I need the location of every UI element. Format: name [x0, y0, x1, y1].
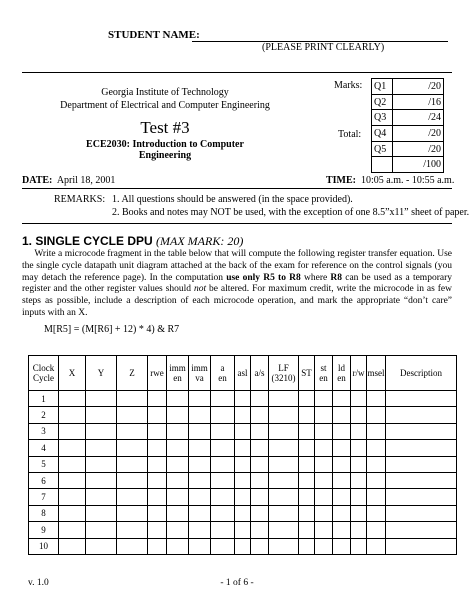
answer-cell[interactable] — [235, 522, 251, 538]
answer-cell[interactable] — [235, 489, 251, 505]
answer-cell[interactable] — [117, 522, 148, 538]
answer-cell[interactable] — [299, 391, 315, 407]
answer-cell[interactable] — [269, 522, 299, 538]
table-row — [29, 440, 457, 456]
date-value: April 18, 2001 — [56, 175, 116, 186]
answer-cell[interactable] — [386, 391, 457, 407]
answer-cell[interactable] — [211, 472, 235, 488]
answer-cell[interactable] — [59, 522, 86, 538]
column-header — [351, 356, 367, 391]
column-header-line: imm — [169, 363, 186, 373]
answer-cell[interactable] — [333, 456, 351, 472]
answer-cell[interactable] — [299, 407, 315, 423]
answer-cell[interactable] — [167, 505, 189, 521]
marks-row — [372, 110, 444, 126]
column-header-line: en — [319, 373, 328, 383]
marks-row — [372, 126, 444, 142]
answer-cell[interactable] — [59, 538, 86, 554]
column-header — [235, 356, 251, 391]
answer-cell[interactable] — [117, 440, 148, 456]
column-header-line: r/w — [352, 368, 365, 378]
answer-cell[interactable] — [367, 489, 386, 505]
answer-cell[interactable] — [86, 456, 117, 472]
column-header-line: Z — [129, 368, 135, 378]
answer-cell[interactable] — [351, 440, 367, 456]
answer-cell[interactable] — [333, 505, 351, 521]
marks-row — [372, 141, 444, 157]
answer-cell[interactable] — [386, 456, 457, 472]
answer-cell[interactable] — [235, 472, 251, 488]
marks-value[interactable]: /100 — [393, 157, 444, 173]
answer-cell[interactable] — [59, 505, 86, 521]
answer-cell[interactable] — [367, 505, 386, 521]
column-header — [367, 356, 386, 391]
answer-cell[interactable] — [59, 440, 86, 456]
column-header-line: imm — [191, 363, 208, 373]
answer-cell[interactable] — [117, 407, 148, 423]
answer-cell[interactable] — [269, 423, 299, 439]
answer-cell[interactable] — [333, 391, 351, 407]
clock-cycle-cell: 10 — [29, 538, 59, 554]
clock-cycle-cell: 1 — [29, 391, 59, 407]
divider-middle — [22, 188, 452, 189]
microcode-table — [28, 355, 457, 555]
answer-cell[interactable] — [315, 522, 333, 538]
max-mark: (MAX MARK: 20) — [156, 234, 244, 248]
answer-cell[interactable] — [167, 522, 189, 538]
answer-cell[interactable] — [167, 423, 189, 439]
equation: M[R5] = (M[R6] + 12) * 4) & R7 — [44, 324, 180, 335]
version: v. 1.0 — [28, 578, 49, 588]
column-header — [333, 356, 351, 391]
question-text-bold: R8 — [330, 272, 343, 283]
answer-cell[interactable] — [386, 423, 457, 439]
answer-cell[interactable] — [189, 472, 211, 488]
test-title: Test #3 — [140, 118, 190, 137]
marks-question: Q1 — [372, 79, 393, 95]
remark-item: 1. All questions should be answered (in the space provided). — [112, 194, 353, 205]
marks-row — [372, 94, 444, 110]
answer-cell[interactable] — [167, 472, 189, 488]
clock-cycle-cell: 5 — [29, 456, 59, 472]
answer-cell[interactable] — [351, 505, 367, 521]
answer-cell[interactable] — [367, 522, 386, 538]
answer-cell[interactable] — [299, 423, 315, 439]
column-header — [315, 356, 333, 391]
clock-cycle-cell: 6 — [29, 472, 59, 488]
marks-value[interactable]: /20 — [393, 126, 444, 142]
time-label: TIME: — [326, 175, 356, 186]
answer-cell[interactable] — [117, 423, 148, 439]
answer-cell[interactable] — [235, 407, 251, 423]
answer-cell[interactable] — [167, 407, 189, 423]
answer-cell[interactable] — [117, 391, 148, 407]
marks-question: Q2 — [372, 94, 393, 110]
answer-cell[interactable] — [351, 489, 367, 505]
answer-cell[interactable] — [251, 440, 269, 456]
answer-cell[interactable] — [117, 456, 148, 472]
question-text-italic: not — [193, 284, 207, 295]
answer-cell[interactable] — [86, 489, 117, 505]
answer-cell[interactable] — [117, 489, 148, 505]
answer-cell[interactable] — [351, 407, 367, 423]
answer-cell[interactable] — [189, 407, 211, 423]
answer-cell[interactable] — [251, 505, 269, 521]
marks-table — [371, 78, 444, 173]
column-header-line: Cycle — [33, 373, 54, 383]
answer-cell[interactable] — [211, 538, 235, 554]
answer-cell[interactable] — [235, 505, 251, 521]
answer-cell[interactable] — [386, 522, 457, 538]
answer-cell[interactable] — [351, 538, 367, 554]
column-header-line: msel — [367, 368, 385, 378]
answer-cell[interactable] — [86, 391, 117, 407]
clock-cycle-cell: 3 — [29, 423, 59, 439]
answer-cell[interactable] — [386, 407, 457, 423]
answer-cell[interactable] — [211, 440, 235, 456]
answer-cell[interactable] — [59, 391, 86, 407]
column-header — [269, 356, 299, 391]
answer-cell[interactable] — [299, 440, 315, 456]
table-row — [29, 538, 457, 554]
answer-cell[interactable] — [211, 423, 235, 439]
answer-cell[interactable] — [211, 489, 235, 505]
answer-cell[interactable] — [251, 407, 269, 423]
answer-cell[interactable] — [251, 489, 269, 505]
answer-cell[interactable] — [59, 423, 86, 439]
table-row — [29, 391, 457, 407]
question-text-part: be altered. For maximum credit, write the microcode in as few steps as possible, include a description of each microcode operation, and mark the appropriate “don’t care” inputs with an X. — [22, 284, 453, 318]
answer-cell[interactable] — [315, 489, 333, 505]
student-name-label: STUDENT NAME: — [108, 29, 200, 41]
marks-label: Marks: — [334, 80, 363, 91]
remarks-label: REMARKS: — [54, 194, 106, 205]
answer-cell[interactable] — [167, 456, 189, 472]
column-header-line: va — [195, 373, 204, 383]
column-header — [148, 356, 167, 391]
column-header-line: Y — [97, 368, 105, 378]
table-row — [29, 472, 457, 488]
answer-cell[interactable] — [211, 407, 235, 423]
answer-cell[interactable] — [59, 489, 86, 505]
column-header-line: a — [220, 363, 225, 373]
answer-cell[interactable] — [386, 538, 457, 554]
answer-cell[interactable] — [386, 472, 457, 488]
answer-cell[interactable] — [86, 538, 117, 554]
answer-cell[interactable] — [251, 472, 269, 488]
column-header — [167, 356, 189, 391]
answer-cell[interactable] — [86, 522, 117, 538]
clock-cycle-cell: 4 — [29, 440, 59, 456]
answer-cell[interactable] — [367, 391, 386, 407]
answer-cell[interactable] — [251, 538, 269, 554]
table-row — [29, 522, 457, 538]
column-header-line: Clock — [32, 363, 55, 373]
marks-question: Q5 — [372, 141, 393, 157]
department-name: Department of Electrical and Computer Engineering — [60, 100, 270, 111]
column-header — [386, 356, 457, 391]
marks-question: Q4 — [372, 126, 393, 142]
remark-item: 2. Books and notes may NOT be used, with the exception of one 8.5”x11” sheet of paper. — [112, 207, 470, 218]
answer-cell[interactable] — [315, 407, 333, 423]
answer-cell[interactable] — [189, 391, 211, 407]
column-header-line: ld — [337, 363, 345, 373]
answer-cell[interactable] — [269, 505, 299, 521]
answer-cell[interactable] — [367, 538, 386, 554]
answer-cell[interactable] — [167, 391, 189, 407]
answer-cell[interactable] — [367, 472, 386, 488]
answer-cell[interactable] — [299, 538, 315, 554]
answer-cell[interactable] — [269, 407, 299, 423]
answer-cell[interactable] — [86, 440, 117, 456]
marks-row — [372, 157, 444, 173]
answer-cell[interactable] — [189, 456, 211, 472]
answer-cell[interactable] — [269, 440, 299, 456]
answer-cell[interactable] — [211, 391, 235, 407]
marks-value[interactable]: /16 — [393, 94, 444, 110]
answer-cell[interactable] — [299, 456, 315, 472]
answer-cell[interactable] — [367, 407, 386, 423]
answer-cell[interactable] — [148, 423, 167, 439]
answer-cell[interactable] — [148, 391, 167, 407]
table-row — [29, 505, 457, 521]
answer-cell[interactable] — [235, 440, 251, 456]
answer-cell[interactable] — [148, 440, 167, 456]
answer-cell[interactable] — [235, 391, 251, 407]
page-number: - 1 of 6 - — [220, 578, 254, 588]
column-header-line: a/s — [254, 368, 265, 378]
answer-cell[interactable] — [189, 522, 211, 538]
answer-cell[interactable] — [269, 538, 299, 554]
answer-cell[interactable] — [148, 456, 167, 472]
answer-cell[interactable] — [235, 538, 251, 554]
column-header-line: (3210) — [271, 373, 296, 383]
column-header-line: Description — [400, 368, 442, 378]
answer-cell[interactable] — [211, 505, 235, 521]
divider-top — [22, 72, 452, 73]
answer-cell[interactable] — [86, 423, 117, 439]
column-header — [211, 356, 235, 391]
column-header-line: st — [320, 363, 327, 373]
answer-cell[interactable] — [148, 505, 167, 521]
answer-cell[interactable] — [251, 423, 269, 439]
answer-cell[interactable] — [333, 407, 351, 423]
question-text-part: can be used as a temporary register and the other register values should — [22, 272, 452, 295]
answer-cell[interactable] — [299, 472, 315, 488]
column-header — [189, 356, 211, 391]
marks-question: Q3 — [372, 110, 393, 126]
answer-cell[interactable] — [367, 456, 386, 472]
column-header — [86, 356, 117, 391]
answer-cell[interactable] — [351, 391, 367, 407]
marks-row — [372, 79, 444, 95]
answer-cell[interactable] — [299, 522, 315, 538]
answer-cell[interactable] — [117, 538, 148, 554]
table-row — [29, 489, 457, 505]
question-text-part: Write a microcode fragment in the table below that will compute the following register transfer equation. Use the single cycle datapath unit diagram attached at the back of the exam for reference on the control signals (you may detach the reference page). In the computation — [22, 249, 452, 283]
answer-cell[interactable] — [333, 538, 351, 554]
column-header-line: X — [68, 368, 76, 378]
answer-cell[interactable] — [167, 538, 189, 554]
table-header-row — [29, 356, 457, 391]
institute-name: Georgia Institute of Technology — [101, 87, 229, 98]
column-header — [117, 356, 148, 391]
answer-cell[interactable] — [351, 522, 367, 538]
answer-cell[interactable] — [211, 456, 235, 472]
answer-cell[interactable] — [251, 391, 269, 407]
answer-cell[interactable] — [189, 489, 211, 505]
answer-cell[interactable] — [351, 472, 367, 488]
question-text — [22, 249, 452, 320]
answer-cell[interactable] — [333, 440, 351, 456]
answer-cell[interactable] — [86, 407, 117, 423]
table-row — [29, 456, 457, 472]
answer-cell[interactable] — [86, 505, 117, 521]
clock-cycle-cell: 8 — [29, 505, 59, 521]
clock-cycle-cell: 2 — [29, 407, 59, 423]
clock-cycle-cell: 9 — [29, 522, 59, 538]
answer-cell[interactable] — [86, 472, 117, 488]
answer-cell[interactable] — [148, 472, 167, 488]
answer-cell[interactable] — [333, 489, 351, 505]
answer-cell[interactable] — [235, 456, 251, 472]
time — [326, 175, 454, 186]
answer-cell[interactable] — [315, 538, 333, 554]
clock-cycle-cell: 7 — [29, 489, 59, 505]
answer-cell[interactable] — [386, 440, 457, 456]
answer-cell[interactable] — [269, 472, 299, 488]
column-header — [29, 356, 59, 391]
answer-cell[interactable] — [299, 505, 315, 521]
question-title: 1. SINGLE CYCLE DPU — [22, 234, 157, 248]
answer-cell[interactable] — [367, 440, 386, 456]
question-heading — [22, 234, 243, 249]
answer-cell[interactable] — [386, 505, 457, 521]
answer-cell[interactable] — [333, 472, 351, 488]
answer-cell[interactable] — [315, 456, 333, 472]
answer-cell[interactable] — [59, 407, 86, 423]
table-row — [29, 407, 457, 423]
answer-cell[interactable] — [269, 391, 299, 407]
answer-cell[interactable] — [167, 440, 189, 456]
answer-cell[interactable] — [269, 456, 299, 472]
answer-cell[interactable] — [189, 440, 211, 456]
answer-cell[interactable] — [235, 423, 251, 439]
question-text-part: where — [300, 272, 331, 283]
column-header-line: asl — [237, 368, 248, 378]
column-header-line: rwe — [150, 368, 164, 378]
answer-cell[interactable] — [315, 505, 333, 521]
answer-cell[interactable] — [189, 538, 211, 554]
answer-cell[interactable] — [167, 489, 189, 505]
answer-cell[interactable] — [148, 522, 167, 538]
answer-cell[interactable] — [148, 538, 167, 554]
answer-cell[interactable] — [117, 505, 148, 521]
answer-cell[interactable] — [333, 522, 351, 538]
answer-cell[interactable] — [351, 456, 367, 472]
answer-cell[interactable] — [269, 489, 299, 505]
answer-cell[interactable] — [117, 472, 148, 488]
column-header-line: en — [218, 373, 227, 383]
column-header — [59, 356, 86, 391]
column-header — [299, 356, 315, 391]
marks-question — [372, 157, 393, 173]
column-header-line: LF — [278, 363, 289, 373]
divider-bottom — [22, 223, 452, 224]
table-row — [29, 423, 457, 439]
answer-cell[interactable] — [299, 489, 315, 505]
institute-block — [60, 86, 270, 112]
date-label: DATE: — [22, 175, 53, 186]
answer-cell[interactable] — [351, 423, 367, 439]
column-header-line: en — [173, 373, 182, 383]
total-label: Total: — [338, 129, 362, 140]
time-value: 10:05 a.m. - 10:55 a.m. — [361, 175, 455, 186]
answer-cell[interactable] — [59, 456, 86, 472]
answer-cell[interactable] — [148, 407, 167, 423]
answer-cell[interactable] — [189, 505, 211, 521]
answer-cell[interactable] — [386, 489, 457, 505]
answer-cell[interactable] — [315, 472, 333, 488]
answer-cell[interactable] — [148, 489, 167, 505]
answer-cell[interactable] — [333, 423, 351, 439]
column-header-line: ST — [301, 368, 312, 378]
answer-cell[interactable] — [251, 456, 269, 472]
answer-cell[interactable] — [211, 522, 235, 538]
column-header — [251, 356, 269, 391]
column-header-line: en — [337, 373, 346, 383]
course-title: ECE2030: Introduction to Computer Engineering — [86, 139, 244, 161]
date — [22, 175, 115, 186]
answer-cell[interactable] — [189, 423, 211, 439]
answer-cell[interactable] — [315, 391, 333, 407]
answer-cell[interactable] — [251, 522, 269, 538]
answer-cell[interactable] — [315, 423, 333, 439]
marks-value[interactable]: /20 — [393, 141, 444, 157]
marks-value[interactable]: /20 — [393, 79, 444, 95]
question-text-bold: use only R5 to R8 — [226, 272, 301, 283]
print-note: (PLEASE PRINT CLEARLY) — [262, 42, 385, 53]
marks-value[interactable]: /24 — [393, 110, 444, 126]
answer-cell[interactable] — [367, 423, 386, 439]
answer-cell[interactable] — [315, 440, 333, 456]
answer-cell[interactable] — [59, 472, 86, 488]
